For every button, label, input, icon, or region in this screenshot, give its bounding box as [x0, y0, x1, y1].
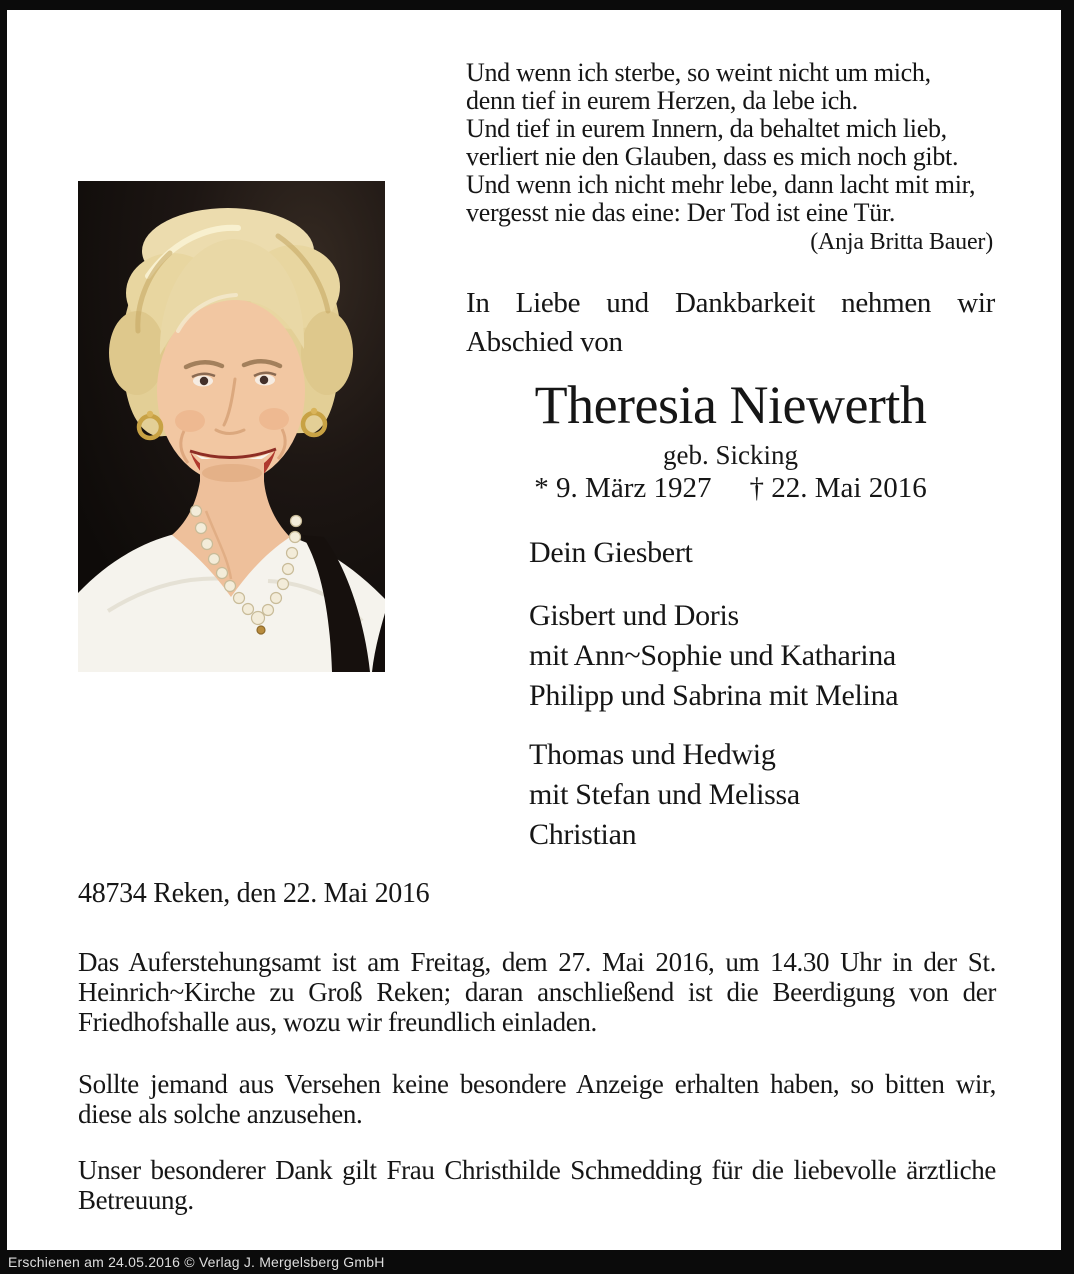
poem — [466, 59, 998, 227]
mourner-line: Philipp und Sabrina mit Melina — [529, 679, 899, 712]
notice-request-paragraph: Sollte jemand aus Versehen keine besondere Anzeige erhalten haben, so bitten wir, diese als solche anzusehen. — [78, 1069, 996, 1129]
mourner-line: mit Stefan und Melissa — [529, 778, 800, 811]
frame-right-border — [1061, 0, 1074, 1250]
death-date: † 22. Mai 2016 — [749, 472, 927, 504]
portrait-photo — [78, 181, 385, 672]
mourner-group — [529, 596, 898, 716]
poem-line: Und tief in eurem Innern, da behaltet mich lieb, — [466, 114, 947, 143]
mourner-line: Christian — [529, 818, 637, 851]
farewell-intro: In Liebe und Dankbarkeit nehmen wir Abschied von — [466, 287, 995, 358]
poem-attribution: (Anja Britta Bauer) — [810, 229, 993, 255]
deceased-name: Theresia Niewerth — [534, 375, 927, 435]
thanks-paragraph: Unser besonderer Dank gilt Frau Christhilde Schmedding für die liebevolle ärztliche Betreuung. — [78, 1155, 996, 1215]
footer-bar — [0, 1250, 1074, 1274]
maiden-name: geb. Sicking — [663, 440, 798, 470]
place-date-line: 48734 Reken, den 22. Mai 2016 — [78, 878, 430, 909]
mourner-line: mit Ann~Sophie und Katharina — [529, 639, 896, 672]
poem-line: denn tief in eurem Herzen, da lebe ich. — [466, 86, 858, 115]
service-info-paragraph: Das Auferstehungsamt ist am Freitag, dem 27. Mai 2016, um 14.30 Uhr in der St. Heinrich~Kirche zu Groß Reken; daran anschließend ist die Beerdigung von der Friedhofshalle aus, wozu wir freundlich einladen. — [78, 947, 996, 1037]
mourner-line: Gisbert und Doris — [529, 599, 739, 632]
frame-left-border — [0, 0, 7, 1250]
poem-line: vergesst nie das eine: Der Tod ist eine Tür. — [466, 198, 896, 227]
mourner-group — [529, 735, 800, 855]
mourner-line: Thomas und Hedwig — [529, 738, 776, 771]
birth-date: * 9. März 1927 — [534, 472, 712, 504]
poem-line: Und wenn ich nicht mehr lebe, dann lacht mit mir, — [466, 170, 976, 199]
life-dates — [466, 472, 995, 505]
frame-top-border — [0, 0, 1074, 10]
mourner-opening: Dein Giesbert — [529, 536, 693, 569]
woman-portrait-illustration — [78, 181, 385, 672]
footer-credit: Erschienen am 24.05.2016 © Verlag J. Mergelsberg GmbH — [8, 1254, 385, 1270]
poem-line: Und wenn ich sterbe, so weint nicht um mich, — [466, 58, 931, 87]
poem-line: verliert nie den Glauben, dass es mich noch gibt. — [466, 142, 959, 171]
